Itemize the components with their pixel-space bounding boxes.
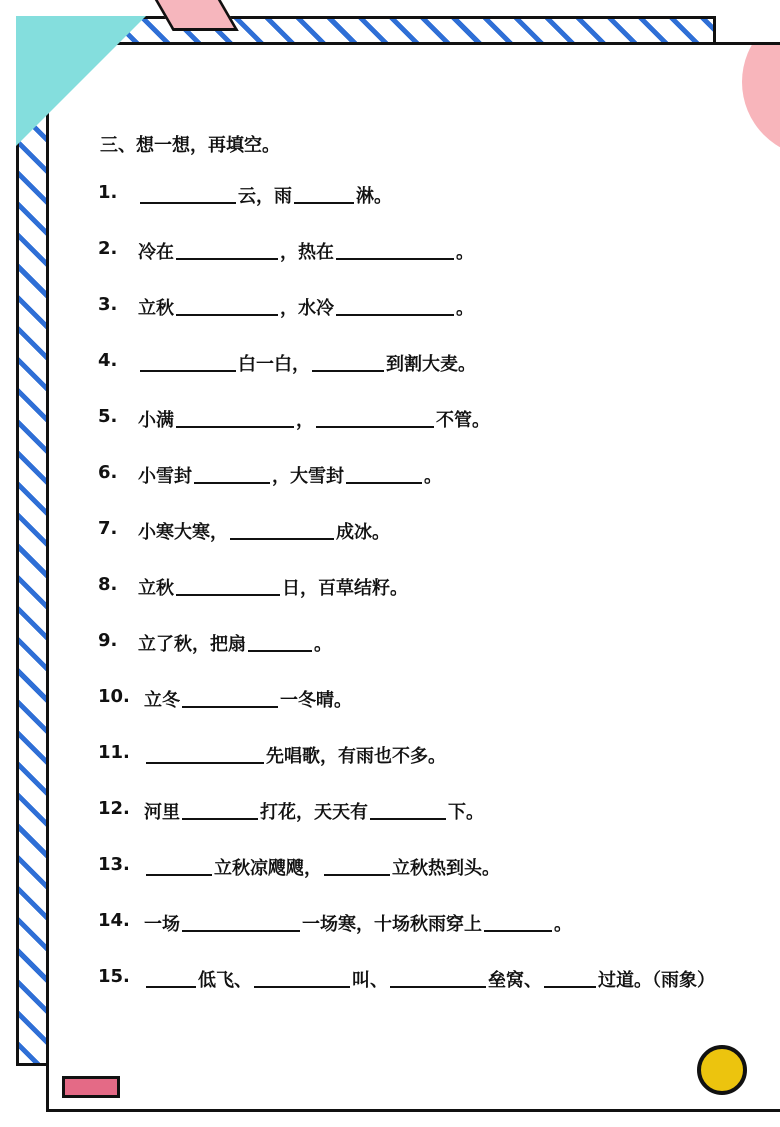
- question-number: 6.: [98, 462, 118, 483]
- question-text: 云，雨: [238, 186, 292, 207]
- answer-blank[interactable]: [146, 854, 212, 876]
- section-title: 三、想一想，再填空。: [100, 135, 280, 156]
- answer-blank[interactable]: [230, 518, 334, 540]
- answer-blank[interactable]: [336, 294, 454, 316]
- yellow-dot-decoration: [697, 1045, 747, 1095]
- question-item: [98, 574, 715, 630]
- question-item: [98, 182, 715, 238]
- question-text: 小寒大寒，: [138, 522, 228, 543]
- question-number: 9.: [98, 630, 118, 651]
- answer-blank[interactable]: [140, 350, 236, 372]
- answer-blank[interactable]: [176, 238, 278, 260]
- question-number: 13.: [98, 854, 130, 875]
- question-number: 14.: [98, 910, 130, 931]
- question-item: [98, 462, 715, 518]
- answer-blank[interactable]: [294, 182, 354, 204]
- question-text: 低飞、: [198, 970, 252, 991]
- question-text: 立秋: [138, 578, 174, 599]
- question-text: 白一白，: [238, 354, 310, 375]
- question-number: 1.: [98, 182, 118, 203]
- answer-blank[interactable]: [194, 462, 270, 484]
- question-number: 12.: [98, 798, 130, 819]
- question-text: 垒窝、: [488, 970, 542, 991]
- question-text: ，: [296, 410, 314, 431]
- question-item: [98, 910, 715, 966]
- question-text: 小雪封: [138, 466, 192, 487]
- question-text: 到割大麦。: [386, 354, 476, 375]
- question-text: 。: [456, 242, 474, 263]
- question-text: 立秋: [138, 298, 174, 319]
- answer-blank[interactable]: [312, 350, 384, 372]
- answer-blank[interactable]: [370, 798, 446, 820]
- answer-blank[interactable]: [390, 966, 486, 988]
- question-text: 叫、: [352, 970, 388, 991]
- answer-blank[interactable]: [140, 182, 236, 204]
- answer-blank[interactable]: [254, 966, 350, 988]
- question-text: 。: [456, 298, 474, 319]
- fill-in-list: [98, 182, 715, 1022]
- answer-blank[interactable]: [346, 462, 422, 484]
- question-item: [98, 238, 715, 294]
- question-number: 8.: [98, 574, 118, 595]
- question-item: [98, 630, 715, 686]
- question-text: ，热在: [280, 242, 334, 263]
- question-text: 过道。（雨象）: [598, 970, 715, 991]
- question-text: ，水冷: [280, 298, 334, 319]
- answer-blank[interactable]: [146, 966, 196, 988]
- question-number: 7.: [98, 518, 118, 539]
- question-number: 4.: [98, 350, 118, 371]
- question-item: [98, 686, 715, 742]
- question-text: 小满: [138, 410, 174, 431]
- answer-blank[interactable]: [176, 574, 280, 596]
- answer-blank[interactable]: [176, 294, 278, 316]
- question-text: 打花，天天有: [260, 802, 368, 823]
- teal-corner-decoration: [16, 16, 146, 146]
- question-text: 立了秋，把扇: [138, 634, 246, 655]
- question-text: 立冬: [144, 690, 180, 711]
- question-number: 11.: [98, 742, 130, 763]
- pink-circle-decoration: [742, 42, 780, 157]
- answer-blank[interactable]: [316, 406, 434, 428]
- question-number: 10.: [98, 686, 130, 707]
- question-text: 下。: [448, 802, 484, 823]
- question-number: 2.: [98, 238, 118, 259]
- answer-blank[interactable]: [182, 910, 300, 932]
- question-item: [98, 966, 715, 1022]
- answer-blank[interactable]: [336, 238, 454, 260]
- question-text: 。: [424, 466, 442, 487]
- pink-bar-decoration: [62, 1076, 120, 1098]
- question-text: 立秋凉飕飕，: [214, 858, 322, 879]
- answer-blank[interactable]: [146, 742, 264, 764]
- question-item: [98, 518, 715, 574]
- question-number: 15.: [98, 966, 130, 987]
- question-text: 。: [554, 914, 572, 935]
- answer-blank[interactable]: [182, 798, 258, 820]
- question-text: 河里: [144, 802, 180, 823]
- question-text: 立秋热到头。: [392, 858, 500, 879]
- answer-blank[interactable]: [484, 910, 552, 932]
- question-text: 一场寒，十场秋雨穿上: [302, 914, 482, 935]
- question-text: 先唱歌，有雨也不多。: [266, 746, 446, 767]
- question-item: [98, 742, 715, 798]
- question-text: 冷在: [138, 242, 174, 263]
- answer-blank[interactable]: [176, 406, 294, 428]
- question-text: 一冬晴。: [280, 690, 352, 711]
- answer-blank[interactable]: [544, 966, 596, 988]
- question-text: 淋。: [356, 186, 392, 207]
- question-text: ，大雪封: [272, 466, 344, 487]
- question-text: 。: [314, 634, 332, 655]
- question-item: [98, 406, 715, 462]
- question-item: [98, 854, 715, 910]
- question-text: 不管。: [436, 410, 490, 431]
- question-number: 5.: [98, 406, 118, 427]
- question-text: 日，百草结籽。: [282, 578, 408, 599]
- answer-blank[interactable]: [182, 686, 278, 708]
- question-item: [98, 350, 715, 406]
- answer-blank[interactable]: [248, 630, 312, 652]
- answer-blank[interactable]: [324, 854, 390, 876]
- question-text: 一场: [144, 914, 180, 935]
- question-item: [98, 294, 715, 350]
- question-number: 3.: [98, 294, 118, 315]
- question-text: 成冰。: [336, 522, 390, 543]
- question-item: [98, 798, 715, 854]
